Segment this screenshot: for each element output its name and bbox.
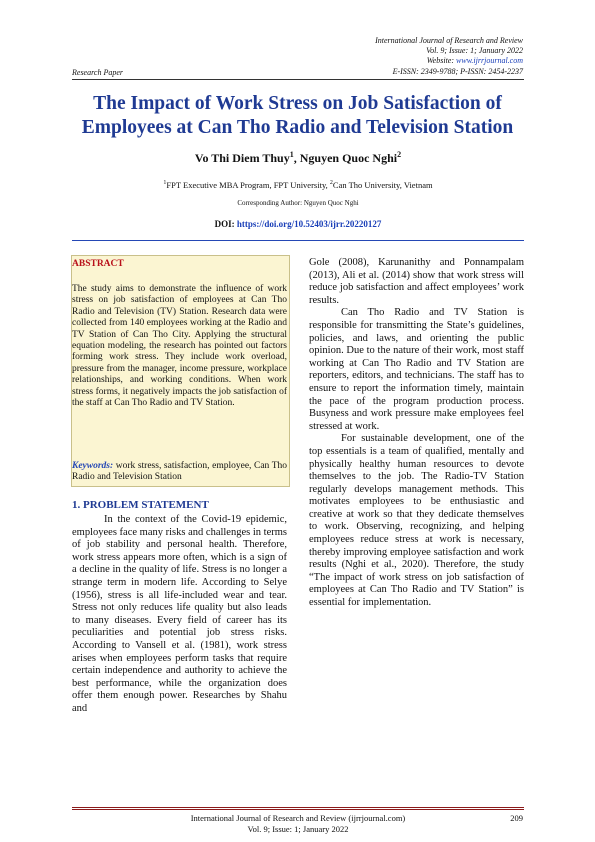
author-separator: , (293, 151, 300, 165)
author-line (72, 150, 524, 166)
title-block-divider (72, 240, 524, 241)
corresponding-author: Corresponding Author: Nguyen Quoc Nghi (237, 199, 359, 207)
author-1: Vo Thi Diem Thuy (194, 151, 290, 165)
doi-label: DOI: (214, 219, 237, 229)
header-issn: E-ISSN: 2349-9788; P-ISSN: 2454-2237 (392, 67, 523, 76)
keywords-list: work stress, satisfaction, employee, Can Tho Radio and Television Station (72, 461, 287, 483)
footer-divider-thin (72, 809, 524, 810)
affiliation-line (72, 180, 524, 190)
affil-2-text: Can Tho University, Vietnam (332, 180, 433, 190)
header-website-link[interactable]: www.ijrrjournal.com (456, 56, 523, 65)
affil-1-sup: 1 (163, 180, 167, 187)
footer-journal (72, 813, 524, 835)
footer-line-1: International Journal of Research and Review (ijrrjournal.com) (190, 813, 406, 823)
header-divider (72, 79, 524, 80)
header-journal-name: International Journal of Research and Review (375, 36, 523, 45)
paper-type-label: Research Paper (72, 68, 124, 77)
author-1-sup: 1 (289, 150, 294, 159)
body-paragraph: For sustainable development, one of the top essentials is a team of qualified, mentally and physically healthy human resources to devote themselves to the job. The Radio-TV Station regularly develops management methods. This motivates employees to be enthusiastic and creative at work so that they dedicate themselves to work. Observing, recognizing, and helping employees reduce stress at work is necessary, thereby improving employee satisfaction and work results (Nghi et al., 2020). Therefore, the study “The impact of work stress on job satisfaction of employees at Can Tho Radio and TV Station” is essential for implementation. (309, 433, 524, 609)
body-paragraph-continued: Gole (2008), Karunanithy and Ponnampalam (2013), Ali et al. (2014) show that work stress will reduce job satisfaction and affect employees’ work results. (309, 257, 524, 306)
header-website-label: Website: (426, 56, 457, 65)
affil-1-text: FPT Executive MBA Program, FPT University, (166, 180, 330, 190)
author-2-sup: 2 (397, 150, 402, 159)
doi-line (72, 219, 524, 229)
page-number: 209 (510, 813, 523, 823)
keywords-label: Keywords: (72, 461, 114, 471)
section-heading: 1. PROBLEM STATEMENT (72, 499, 209, 511)
footer-line-2: Vol. 9; Issue: 1; January 2022 (247, 824, 349, 834)
doi-link[interactable]: https://doi.org/10.52403/ijrr.20220127 (236, 219, 382, 229)
abstract-text: The study aims to demonstrate the influence of work stress on job satisfaction of employees at Can Tho Radio and Television (TV) Station. Research data were collected from 140 employees working at the Radio and TV Station of Can Tho City. Applying the structural equation modeling, the research has pointed out factors forming work stress. They include work overload, pressure from the manager, income pressure, workplace relationships, and working conditions. When work stress forms, it negatively impacts the job satisfaction of the staff at Can Tho Radio and TV Station. (72, 284, 287, 409)
footer-divider (72, 807, 524, 808)
header-volume: Vol. 9; Issue: 1; January 2022 (426, 46, 523, 55)
affil-2-sup: 2 (329, 180, 333, 187)
author-2: Nguyen Quoc Nghi (299, 151, 398, 165)
abstract-heading: ABSTRACT (72, 259, 124, 269)
body-paragraph: Can Tho Radio and TV Station is responsible for transmitting the State’s guidelines, policies, and laws, and orienting the public opinion. Due to the nature of their work, most staff working at Can Tho Radio and TV Station are reporters, editors, and technicians. The staff has to ensure to report the information timely, maintain the pace of the program production process. Busyness and work pressure make employees feel stressed at work. (309, 307, 524, 432)
right-column-body (309, 257, 524, 610)
left-column-body (72, 514, 287, 716)
header-website (427, 56, 523, 66)
body-paragraph: In the context of the Covid-19 epidemic, employees face many risks and challenges in terms of job stability and personal health. Therefore, work stress appears more often, which is a sign of a decline in the quality of life. Stress is no longer a strange term in modern life. According to Selye (1956), stress is all life-included wear and tear. Stress not only reduces life quality but also leads to many diseases. Every field of career has its peculiarities and potential job stress risks. According to Vansell et al. (1981), work stress arises when employees perform tasks that require certain independence and authority to achieve the best performance, while the organization does offer them enough power. Researches by Shahu and (72, 514, 287, 714)
keywords (72, 461, 287, 484)
paper-title: The Impact of Work Stress on Job Satisfaction of Employees at Can Tho Radio and Television Station (81, 93, 514, 138)
